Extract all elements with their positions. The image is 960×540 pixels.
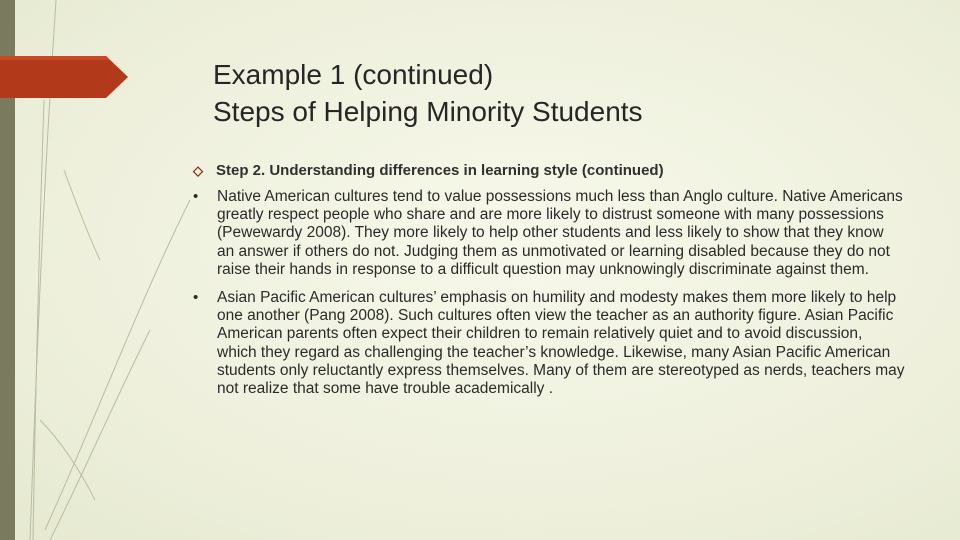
bullet-list — [193, 188, 905, 408]
title-line-1: Example 1 (continued) — [213, 59, 494, 90]
step-heading-text: Step 2. Understanding differences in learning style (continued) — [216, 162, 664, 179]
bullet-text: Native American cultures tend to value possessions much less than Anglo culture. Native Americans greatly respect people who share and are more likely to distrust someone with many possessions (Pewewardy 2008). They more likely to help other students and less likely to show that they know an answer if others do not. Judging them as unmotivated or learning disabled because they do not raise their hands in response to a difficult question may unknowingly discriminate against them. — [217, 188, 903, 278]
step-heading — [193, 161, 913, 181]
list-item — [193, 188, 905, 279]
bullet-text: Asian Pacific American cultures’ emphasis on humility and modesty makes them more likely to help one another (Pang 2008). Such cultures often view the teacher as an authority figure. Asian Pacific American parents often expect their children to remain relatively quiet and to avoid discussion, which they regard as challenging the teacher’s knowledge. Likewise, many Asian Pacific American students only reluctantly express themselves. Many of them are stereotyped as nerds, teachers may not realize that some have trouble academically . — [217, 289, 905, 398]
red-accent-tab — [0, 56, 128, 98]
title-line-2: Steps of Helping Minority Students — [213, 96, 643, 127]
bullet-dot: • — [193, 289, 199, 307]
slide-title — [213, 56, 913, 130]
list-item — [193, 289, 905, 398]
diamond-outline-icon: ◇ — [193, 163, 203, 178]
bullet-dot: • — [193, 188, 199, 205]
